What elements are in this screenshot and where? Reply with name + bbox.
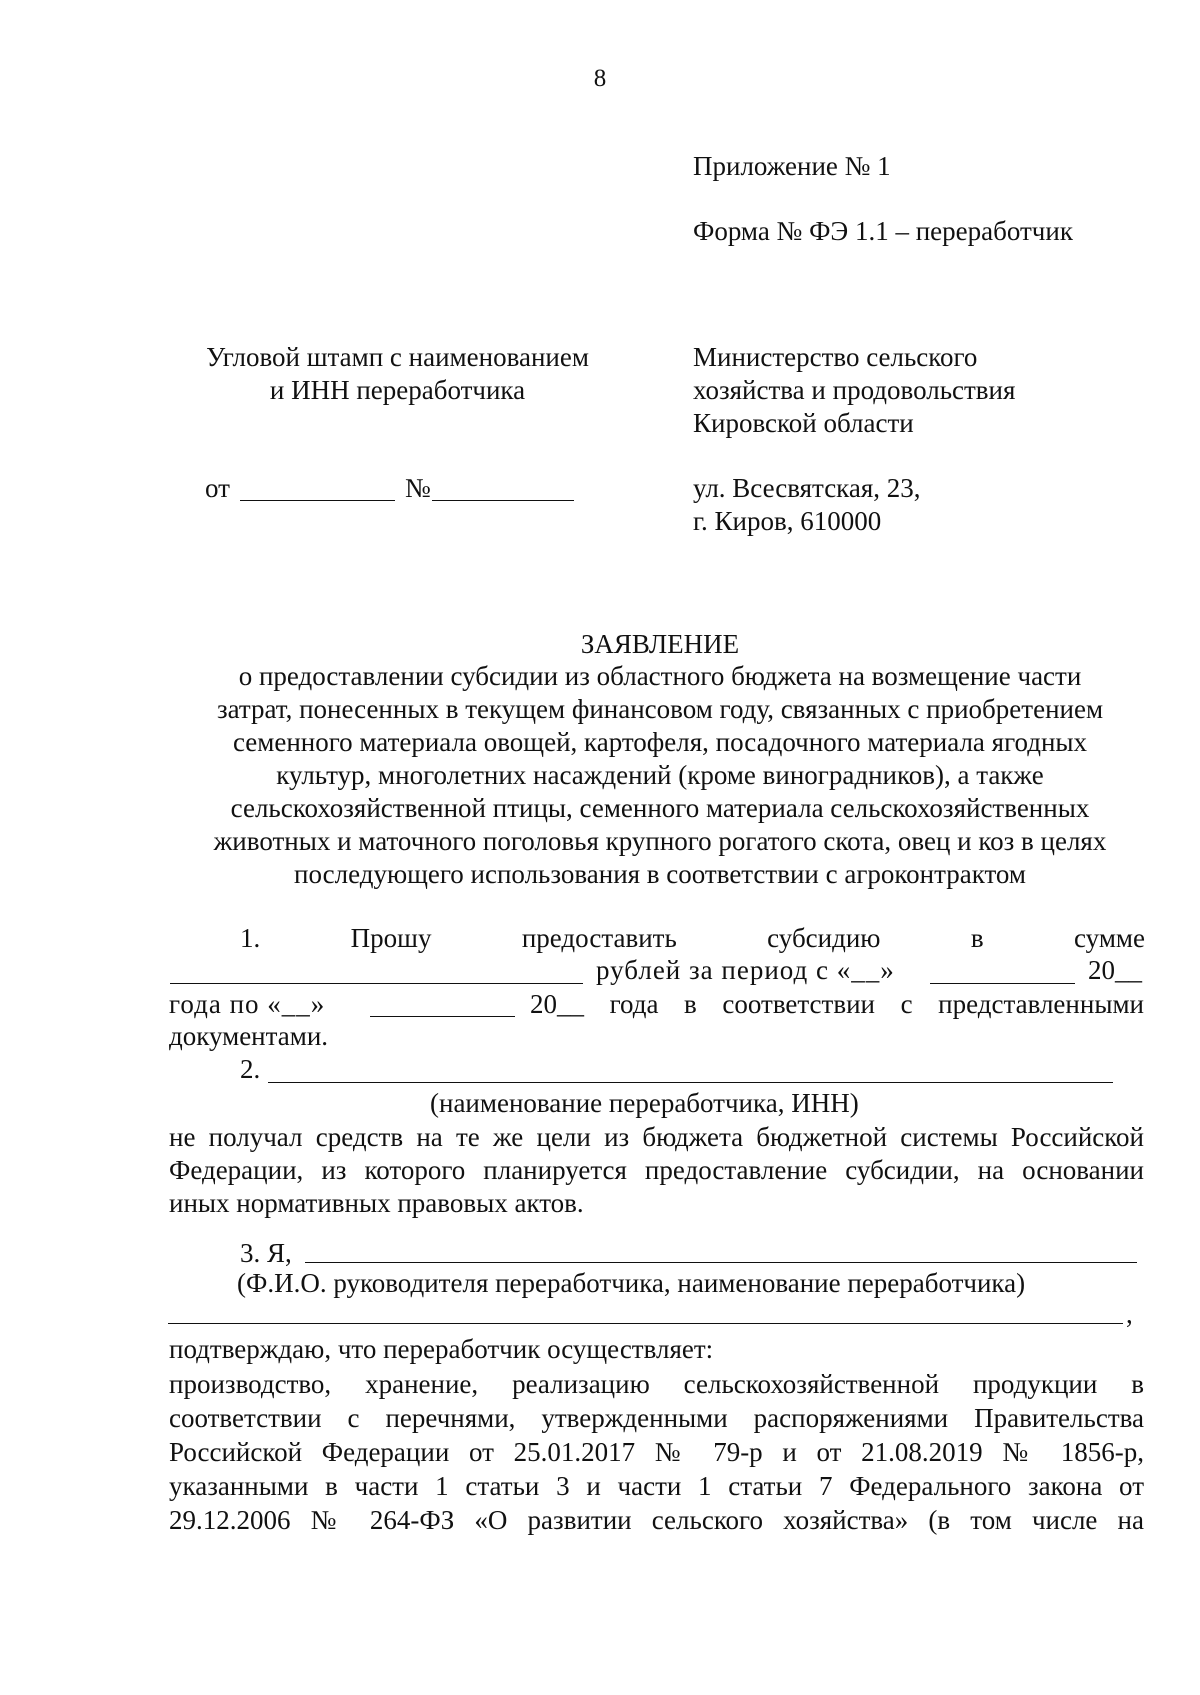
title-line: последующего использования в соответствии с агроконтрактом xyxy=(294,859,1026,889)
title-line: о предоставлении субсидии из областного бюджета на возмещение части xyxy=(238,661,1082,691)
continuation-blank-line xyxy=(168,1323,1123,1324)
item-1-word: сумме xyxy=(1074,923,1145,953)
processor-name-blank-line xyxy=(268,1082,1113,1083)
item-3-text-line: указанными в части 1 статьи 3 и части 1 статьи 7 Федерального закона от xyxy=(169,1471,1144,1501)
item-2-text-line: Федерации, из которого планируется предоставление субсидии, на основании xyxy=(169,1155,1144,1185)
number-blank-line xyxy=(432,500,574,501)
address-line-1: ул. Всесвятская, 23, xyxy=(693,473,921,503)
item-1-number: 1. xyxy=(240,923,261,953)
item-1-word: Прошу xyxy=(350,923,432,953)
title-line: затрат, понесенных в текущем финансовом году, связанных с приобретением xyxy=(216,694,1104,724)
addressee-line-1: Министерство сельского xyxy=(693,342,978,372)
amount-blank-line xyxy=(170,983,583,984)
item-1-word: субсидию xyxy=(767,923,881,953)
title-line: культур, многолетних насаждений (кроме виноградников), а также xyxy=(276,760,1044,790)
item-3-text-line: 29.12.2006 № 264-ФЗ «О развитии сельского хозяйства» (в том числе на xyxy=(169,1505,1144,1535)
addressee-line-3: Кировской области xyxy=(693,408,914,438)
item-2-number: 2. xyxy=(240,1054,261,1084)
item-2-caption: (наименование переработчика, ИНН) xyxy=(430,1088,859,1118)
title-line: сельскохозяйственной птицы, семенного материала сельскохозяйственных xyxy=(230,793,1090,823)
number-label: № xyxy=(405,473,431,503)
date-blank-line xyxy=(240,500,395,501)
appendix-label: Приложение № 1 xyxy=(693,151,891,181)
item-1-line-4: документами. xyxy=(169,1021,329,1051)
item-2-text-line: не получал средств на те же цели из бюджета бюджетной системы Российской xyxy=(169,1122,1144,1152)
manager-name-blank-line xyxy=(305,1262,1137,1263)
item-3-caption: (Ф.И.О. руководителя переработчика, наименование переработчика) xyxy=(237,1268,1026,1298)
item-3-prefix: 3. Я, xyxy=(240,1238,292,1268)
form-label: Форма № ФЭ 1.1 – переработчик xyxy=(693,216,1073,246)
period-to-text: года по «__» xyxy=(169,989,326,1019)
comma-mark: , xyxy=(1126,1299,1133,1329)
item-1-line-1 xyxy=(240,922,1145,954)
item-3-text-line: Российской Федерации от 25.01.2017 № 79-р и от 21.08.2019 № 1856-р, xyxy=(169,1437,1144,1467)
item-1-word: предоставить xyxy=(521,923,677,953)
item-1-word: в xyxy=(970,923,984,953)
document-heading: ЗАЯВЛЕНИЕ xyxy=(580,629,740,659)
stamp-line-2: и ИНН переработчика xyxy=(269,375,526,405)
period-from-text: рублей за период с «__» xyxy=(596,955,895,985)
year-from-text: 20__ xyxy=(1088,955,1142,985)
item-3-text-line: производство, хранение, реализацию сельскохозяйственной продукции в xyxy=(169,1369,1144,1399)
title-line: семенного материала овощей, картофеля, посадочного материала ягодных xyxy=(232,727,1088,757)
item-3-text-line: соответствии с перечнями, утвержденными распоряжениями Правительства xyxy=(169,1403,1144,1433)
from-label: от xyxy=(205,473,230,503)
title-line: животных и маточного поголовья крупного рогатого скота, овец и коз в целях xyxy=(213,826,1107,856)
addressee-line-2: хозяйства и продовольствия xyxy=(693,375,1016,405)
stamp-line-1: Угловой штамп с наименованием xyxy=(206,342,589,372)
month-to-blank-line xyxy=(370,1016,515,1017)
item-2-text-line: иных нормативных правовых актов. xyxy=(169,1188,584,1218)
period-to-rest: 20__ года в соответствии с представленными xyxy=(530,989,1144,1019)
page-number: 8 xyxy=(593,65,607,92)
month-from-blank-line xyxy=(930,983,1075,984)
confirm-line: подтверждаю, что переработчик осуществляет: xyxy=(169,1334,714,1364)
address-line-2: г. Киров, 610000 xyxy=(693,506,882,536)
